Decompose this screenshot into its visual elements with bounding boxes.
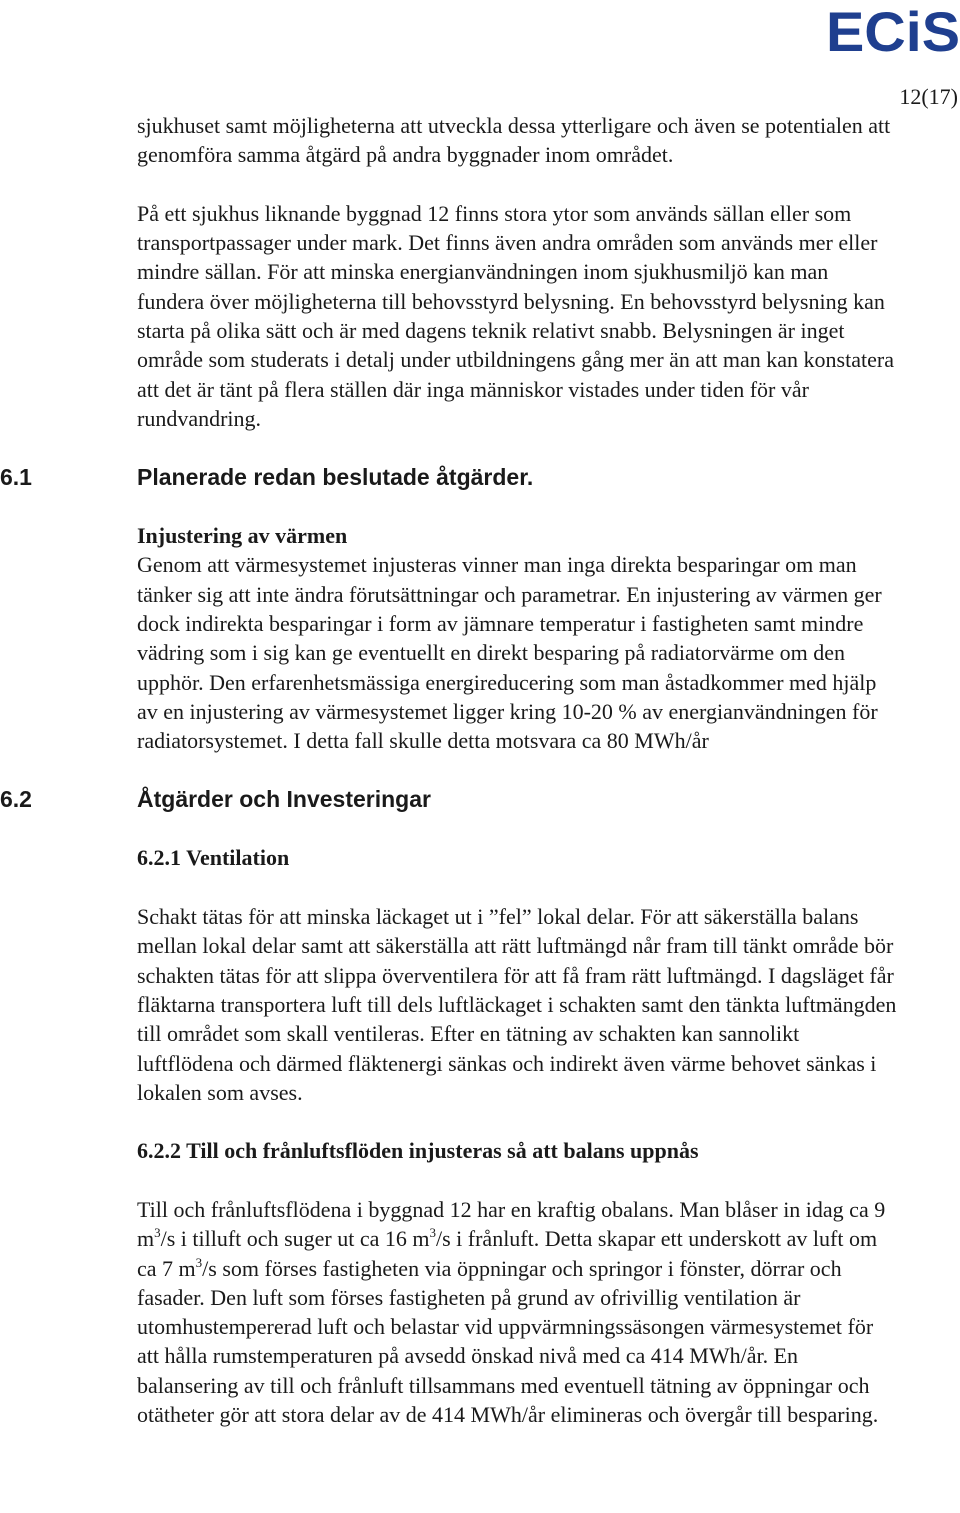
superscript: 3 — [195, 1254, 203, 1270]
text-part: /s i tilluft och suger ut ca 16 m — [160, 1226, 430, 1252]
section-number: 6.1 — [0, 463, 32, 490]
text-part: Till och frånluftsflödena i byggnad 12 har en kraftig obalans. Man blåser in idag ca 9 m — [137, 1196, 886, 1252]
document-body — [0, 111, 897, 1429]
superscript: 3 — [154, 1225, 161, 1241]
section-title: Planerade redan beslutade åtgärder. — [137, 463, 534, 490]
text-part: /s i frånluft. Detta skapar ett underskott av luft om ca 7 m — [137, 1226, 878, 1281]
page-number: 12(17) — [899, 84, 958, 109]
section-number: 6.2 — [0, 785, 32, 812]
text-part: /s som förses fastigheten via öppningar och springor i fönster, dörrar och fasader. Den luft som förses fastigheten på grund av ofrivillig ventilation är utomhustempererad luft och belastar vid uppvärmningssäsongen värmesystemet för att hålla rumstemperaturen på avsedd önskad nivå med ca 414 MWh/år. En balansering av till och frånluft tillsammans med eventuell tätning av öppningar och otätheter gör att stora delar av de 414 MWh/år elimineras och övergår till besparing. — [137, 1255, 879, 1428]
subsection-6-2-1-title: 6.2.1 Ventilation — [137, 845, 290, 871]
superscript: 3 — [429, 1225, 436, 1241]
balance-paragraph — [137, 1195, 897, 1429]
section-title: Åtgärder och Investeringar — [137, 785, 431, 812]
logo-text: ECiS — [826, 2, 960, 56]
ecis-logo — [826, 2, 960, 56]
section-6-1-heading — [0, 463, 897, 492]
section-6-2-heading — [0, 785, 897, 814]
injustering-subheading: Injustering av värmen — [137, 523, 348, 549]
ventilation-paragraph: Schakt tätas för att minska läckaget ut i ”fel” lokal delar. För att säkerställa balans mellan lokal delar samt att säkerställa att rätt luftmängd når fram till tänkt område bör schakten tätas för att slippa överventilera för att få fram rätt luftmängd. I dagsläget får fläktarna transportera luft till dels luftläckaget i schakten samt den tänkta luftmängden till området som skall ventileras. Efter en tätning av schakten kan sannolikt luftflödena och därmed fläktenergi sänkas och indirekt även värme behovet sänkas i lokalen som avses. — [137, 904, 897, 1105]
lighting-paragraph: På ett sjukhus liknande byggnad 12 finns stora ytor som används sällan eller som transportpassager under mark. Det finns även andra områden som används mer eller mindre sällan. För att minska energianvändningen inom sjukhusmiljö kan man fundera över möjligheterna till behovsstyrd belysning. En behovsstyrd belysning kan starta på olika sätt och är med dagens teknik relativt snabb. Belysningen är inget område som studerats i detalj under utbildningens gång mer än att man kan konstatera att det är tänt på flera ställen där inga människor vistades under tiden för vår rundvandring. — [137, 200, 894, 431]
injustering-paragraph: Genom att värmesystemet injusteras vinner man inga direkta besparingar om man tänker sig att inte ändra förutsättningar och parametrar. En injustering av värmen ger dock indirekta besparingar i form av jämnare temperatur i fastigheten samt mindre vädring som i sig kan ge eventuellt en direkt besparing på radiatorvärme om den upphör. Den erfarenhetsmässiga energireducering som man åstadkommer med hjälp av en injustering av värmesystemet ligger kring 10-20 % av energianvändningen för radiatorsystemet. I detta fall skulle detta motsvara ca 80 MWh/år — [137, 552, 882, 754]
intro-continuation: sjukhuset samt möjligheterna att utveckla dessa ytterligare och även se potentialen att genomföra samma åtgärd på andra byggnader inom området. — [137, 113, 891, 168]
subsection-6-2-2-title: 6.2.2 Till och frånluftsflöden injusteras så att balans uppnås — [137, 1138, 699, 1164]
